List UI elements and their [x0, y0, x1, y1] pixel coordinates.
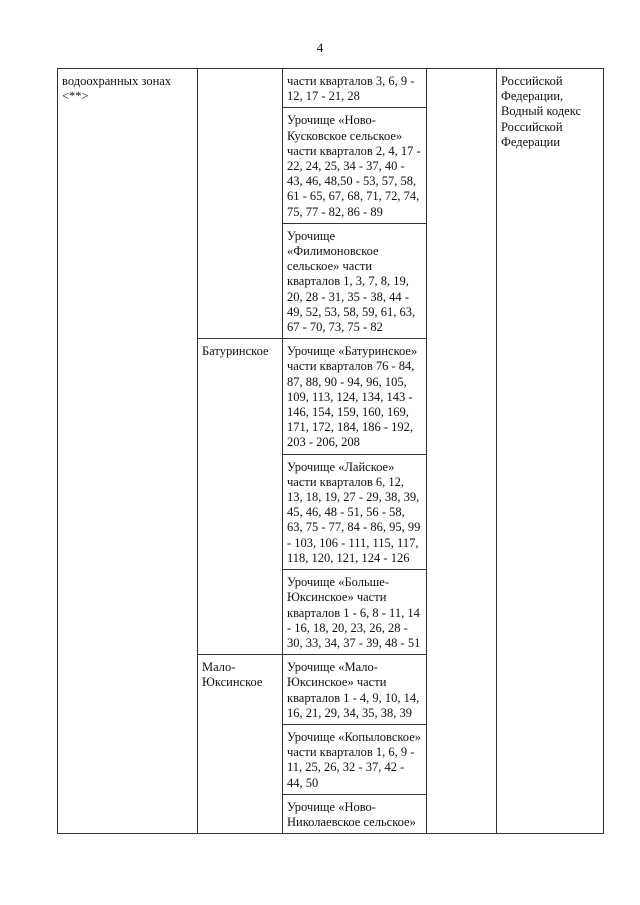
district-cell: [198, 69, 283, 339]
tract-cell: части кварталов 3, 6, 9 - 12, 17 - 21, 28: [283, 69, 427, 108]
district-cell: Мало-Юксинское: [198, 655, 283, 834]
table-row: [58, 69, 604, 108]
tract-cell: Урочище «Ново-Николаевское сельское»: [283, 794, 427, 833]
zone-type-cell: водоохранных зонах <**>: [58, 69, 198, 834]
tract-cell: Урочище «Лайское» части кварталов 6, 12, 13, 18, 19, 27 - 29, 38, 39, 45, 46, 48 - 51, 56 - 58, 63, 75 - 77, 84 - 86, 95, 99 - 103, 106 - 111, 115, 117, 118, 120, 121, 124 - 126: [283, 454, 427, 569]
legal-basis-cell: Российской Федерации, Водный кодекс Российской Федерации: [497, 69, 604, 834]
district-cell: Батуринское: [198, 339, 283, 655]
tract-cell: Урочище «Батуринское» части кварталов 76 - 84, 87, 88, 90 - 94, 96, 105, 109, 113, 124, 134, 143 - 146, 154, 159, 160, 169, 171, 172, 184, 186 - 192, 203 - 206, 208: [283, 339, 427, 454]
tract-cell: Урочище «Больше-Юксинское» части кварталов 1 - 6, 8 - 11, 14 - 16, 18, 20, 23, 26, 28 - 30, 33, 34, 37 - 39, 48 - 51: [283, 570, 427, 655]
tract-cell: Урочище «Копыловское» части кварталов 1, 6, 9 - 11, 25, 26, 32 - 37, 42 - 44, 50: [283, 724, 427, 794]
tract-cell: Урочище «Ново-Кусковское сельское» части кварталов 2, 4, 17 - 22, 24, 25, 34 - 37, 40 - 43, 46, 48,50 - 53, 57, 58, 61 - 65, 67, 68, 71, 72, 74, 75, 77 - 82, 86 - 89: [283, 108, 427, 223]
tract-cell: Урочище «Мало-Юксинское» части кварталов 1 - 4, 9, 10, 14, 16, 21, 29, 34, 35, 38, 39: [283, 655, 427, 725]
empty-column-cell: [427, 69, 497, 834]
tract-cell: Урочище «Филимоновское сельское» части кварталов 1, 3, 7, 8, 19, 20, 28 - 31, 35 - 38, 44 - 49, 52, 53, 58, 59, 61, 63, 67 - 70, 73, 75 - 82: [283, 223, 427, 338]
page-number: 4: [316, 40, 324, 55]
regulation-table: [57, 68, 604, 834]
